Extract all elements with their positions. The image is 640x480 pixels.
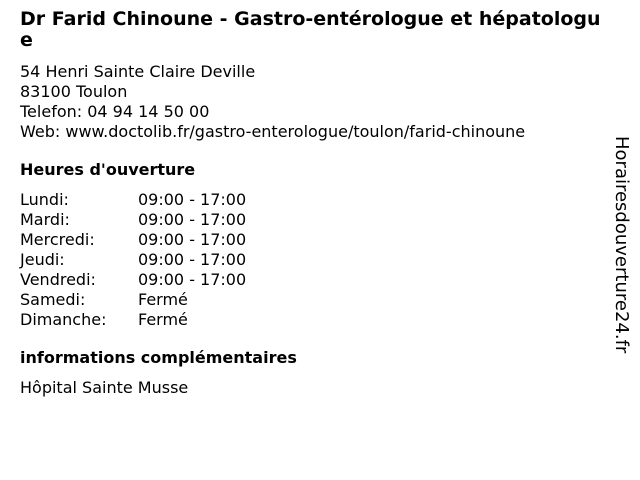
day-label: Lundi: [20,190,69,209]
day-label: Dimanche: [20,310,107,329]
phone-line [20,102,610,122]
page-title: Dr Farid Chinoune - Gastro-entérologue et hépatologue [20,8,601,51]
phone-label: Telefon: [20,102,83,121]
additional-info-text: Hôpital Sainte Musse [20,378,189,397]
site-brand-vertical: Horairesdouverture24.fr [611,136,632,354]
day-label: Mercredi: [20,230,95,249]
hours-row-thursday [20,250,246,270]
hours-row-wednesday [20,230,246,250]
hours-row-tuesday [20,210,246,230]
business-card [20,9,610,398]
opening-hours-table [20,190,246,330]
day-hours: 09:00 - 17:00 [138,270,247,289]
web-line [20,122,610,142]
web-label: Web: [20,122,61,141]
day-label: Jeudi: [20,250,65,269]
day-hours: 09:00 - 17:00 [138,250,247,269]
address-line-street: 54 Henri Sainte Claire Deville [20,62,256,81]
day-label: Vendredi: [20,270,96,289]
day-label: Mardi: [20,210,70,229]
website-link[interactable]: www.doctolib.fr/gastro-enterologue/toulon/farid-chinoune [65,122,526,141]
day-hours: Fermé [138,290,188,309]
day-label: Samedi: [20,290,86,309]
day-hours: Fermé [138,310,188,329]
hours-row-friday [20,270,246,290]
additional-info-heading: informations complémentaires [20,348,297,367]
day-hours: 09:00 - 17:00 [138,210,247,229]
day-hours: 09:00 - 17:00 [138,230,247,249]
phone-number[interactable]: 04 94 14 50 00 [87,102,210,121]
address-line-city: 83100 Toulon [20,82,128,101]
day-hours: 09:00 - 17:00 [138,190,247,209]
hours-row-monday [20,190,246,210]
opening-hours-heading: Heures d'ouverture [20,160,196,179]
hours-row-saturday [20,290,246,310]
hours-row-sunday [20,310,246,330]
